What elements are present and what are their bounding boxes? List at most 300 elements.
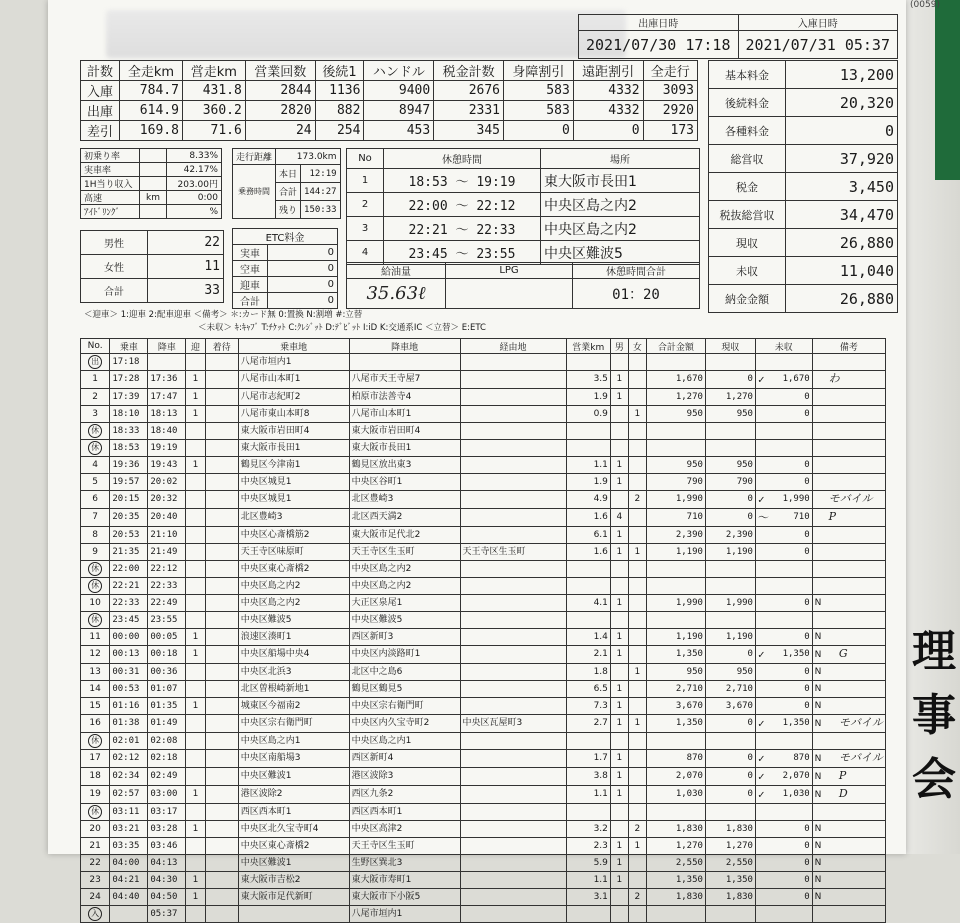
trip-wait [205,906,238,923]
fee-value: 37,920 [786,145,898,173]
trip-km [566,733,610,750]
arrival-value: 2021/07/31 05:37 [738,31,898,59]
trip-from: 中央区北久宝寺町4 [238,821,349,838]
trip-total: 2,390 [646,527,705,544]
trip-male [610,440,628,457]
unpaid-check-mark: ✓ [757,752,765,765]
trip-female [628,786,646,804]
trip-note [812,786,885,804]
trip-row [81,406,886,423]
trip-male [610,889,628,906]
trip-pickup [186,527,205,544]
handwritten-note: わ [828,372,840,385]
trip-via [460,872,566,889]
trip-badge: 休 [88,562,102,576]
trip-female: 1 [628,664,646,681]
trip-wait [205,804,238,821]
trip-ride-time: 20:35 [110,509,148,527]
sign-char: 事 [912,690,956,741]
meter-cell: 差引 [81,121,120,141]
trip-via [460,889,566,906]
fee-value: 11,040 [786,257,898,285]
meter-header: 後続1 [315,61,364,81]
trip-no: 9 [81,544,110,561]
trip-pickup: 1 [186,872,205,889]
meter-header: 税金計数 [434,61,504,81]
trip-drop-time: 00:05 [148,629,186,646]
trip-to: 西区九条2 [349,786,460,804]
fee-label: 納金金額 [709,285,786,313]
trip-from: 中央区心斎橋筋2 [238,527,349,544]
trip-note [812,750,885,768]
trip-male: 1 [610,838,628,855]
gender-label: 女性 [81,255,148,279]
trip-to: 鶴見区鶴見5 [349,681,460,698]
trip-no [81,733,110,750]
trip-male: 1 [610,715,628,733]
trip-total: 1,830 [646,889,705,906]
trip-header: 女 [628,339,646,354]
trip-km: 1.1 [566,872,610,889]
fee-value: 34,470 [786,201,898,229]
trip-to: 西区新町3 [349,629,460,646]
trip-to: 東大阪市足代北2 [349,527,460,544]
note-code: N [814,840,822,851]
trip-note [812,646,885,664]
meter-cell: 出庫 [81,101,120,121]
trip-ride-time: 18:53 [110,440,148,457]
trip-unpaid [755,354,812,371]
trip-male: 1 [610,768,628,786]
trip-note [812,527,885,544]
trip-pickup [186,509,205,527]
trip-via [460,406,566,423]
fee-value: 26,880 [786,229,898,257]
meter-cell: 2820 [245,101,315,121]
rate-value: % [167,205,222,219]
trip-header: 降車地 [349,339,460,354]
trip-header: 乗車 [110,339,148,354]
trip-note [812,578,885,595]
trip-male [610,612,628,629]
trip-total: 1,990 [646,595,705,612]
trip-pickup: 1 [186,457,205,474]
trip-to: 北区中之島6 [349,664,460,681]
handwritten-note: モバイル [835,751,883,764]
trip-pickup [186,578,205,595]
trip-wait [205,664,238,681]
trip-total [646,804,705,821]
trip-pickup [186,906,205,923]
trip-km: 3.2 [566,821,610,838]
meter-header: 全走km [120,61,183,81]
trip-pickup: 1 [186,629,205,646]
trip-header: 男 [610,339,628,354]
trip-row [81,698,886,715]
trip-via [460,855,566,872]
trip-from: 中央区船場中央4 [238,646,349,664]
trip-wait [205,855,238,872]
trip-pickup: 1 [186,371,205,389]
trip-ride-time: 02:34 [110,768,148,786]
fee-value: 3,450 [786,173,898,201]
trip-wait [205,786,238,804]
trip-km: 3.5 [566,371,610,389]
trip-total: 710 [646,509,705,527]
trip-cash: 950 [705,457,755,474]
trip-cash [705,578,755,595]
trip-wait [205,423,238,440]
trip-to: 大正区泉尾1 [349,595,460,612]
trip-note [812,681,885,698]
trip-from: 中央区島之内2 [238,578,349,595]
trip-to: 北区豊崎3 [349,491,460,509]
trip-to: 中央区内久宝寺町2 [349,715,460,733]
rate-value: 203.00円 [167,177,222,191]
meter-cell: 4332 [573,81,643,101]
trip-to: 八尾市山本町1 [349,406,460,423]
note-code: N [814,719,822,729]
trip-ride-time: 00:00 [110,629,148,646]
trip-via [460,698,566,715]
breaks-table [346,148,700,265]
trip-note [812,561,885,578]
trip-drop-time: 18:13 [148,406,186,423]
trip-no: 10 [81,595,110,612]
trip-km: 1.8 [566,664,610,681]
trip-male [610,804,628,821]
trip-total: 1,350 [646,715,705,733]
trip-from: 八尾市垣内1 [238,354,349,371]
trip-pickup [186,491,205,509]
trip-ride-time: 01:16 [110,698,148,715]
trip-male: 1 [610,389,628,406]
trip-ride-time: 02:01 [110,733,148,750]
trip-from: 鶴見区今津南1 [238,457,349,474]
trip-via [460,354,566,371]
trip-via: 中央区瓦屋町3 [460,715,566,733]
trip-total: 950 [646,406,705,423]
trip-note [812,698,885,715]
trip-ride-time: 00:13 [110,646,148,664]
trip-cash: 790 [705,474,755,491]
trip-from: 中央区東心斎橋2 [238,838,349,855]
break-row [347,169,700,193]
trip-pickup: 1 [186,646,205,664]
meter-cell: 583 [504,81,574,101]
trip-drop-time: 18:40 [148,423,186,440]
trip-badge: 休 [88,734,102,748]
trip-pickup [186,440,205,457]
trip-wait [205,768,238,786]
break-place: 東大阪市長田1 [541,169,700,193]
fee-label: 総営収 [709,145,786,173]
trip-total: 1,350 [646,872,705,889]
trip-no: 17 [81,750,110,768]
trip-unpaid [755,906,812,923]
trip-wait [205,698,238,715]
trip-from: 城東区今福南2 [238,698,349,715]
trip-male [610,664,628,681]
meter-cell: 2676 [434,81,504,101]
trip-from: 東大阪市岩田町4 [238,423,349,440]
trip-to: 天王寺区生玉町 [349,544,460,561]
gender-value: 33 [148,279,224,303]
trip-no [81,354,110,371]
rate-unit [140,163,167,177]
trip-female [628,389,646,406]
trip-male [610,423,628,440]
gender-row [81,279,224,303]
meter-cell: 345 [434,121,504,141]
trip-wait [205,646,238,664]
rate-label: ｱｲﾄﾞﾘﾝｸﾞ [81,205,140,219]
trip-drop-time: 01:49 [148,715,186,733]
trip-wait [205,389,238,406]
etc-value: 0 [268,261,338,277]
trip-via [460,733,566,750]
trip-female [628,855,646,872]
trip-pickup [186,855,205,872]
trip-total: 1,270 [646,389,705,406]
trip-unpaid [755,804,812,821]
trip-km: 5.9 [566,855,610,872]
trip-row [81,889,886,906]
trip-cash: 0 [705,646,755,664]
meter-cell: 2920 [643,101,697,121]
trip-from: 北区豊崎3 [238,509,349,527]
trip-cash [705,561,755,578]
trip-ride-time: 17:28 [110,371,148,389]
unpaid-check-mark: ✓ [757,717,765,730]
trip-female [628,423,646,440]
trip-to: 港区波除3 [349,768,460,786]
trip-cash: 2,390 [705,527,755,544]
meter-cell: 882 [315,101,364,121]
trip-wait [205,491,238,509]
trip-ride-time [110,906,148,923]
trip-drop-time: 21:49 [148,544,186,561]
trip-unpaid [755,715,812,733]
meter-cell: 431.8 [182,81,245,101]
meter-cell: 784.7 [120,81,183,101]
fee-row [709,201,898,229]
trip-from: 北区曽根崎新地1 [238,681,349,698]
trip-no: 13 [81,664,110,681]
trip-unpaid [755,457,812,474]
trip-km [566,423,610,440]
trip-ride-time: 04:40 [110,889,148,906]
gender-value: 22 [148,231,224,255]
trip-row [81,544,886,561]
datetime-table [578,14,898,59]
trip-cash: 2,710 [705,681,755,698]
trip-ride-time: 04:21 [110,872,148,889]
trip-km [566,354,610,371]
trip-female [628,527,646,544]
fee-value: 0 [786,117,898,145]
fee-row [709,173,898,201]
meter-cell: 583 [504,101,574,121]
trip-row [81,838,886,855]
trip-ride-time: 18:10 [110,406,148,423]
trip-badge: 休 [88,613,102,627]
lpg-value [446,279,573,309]
unpaid-value: 1,350 [782,649,810,659]
trip-badge: 出 [88,355,102,369]
unpaid-value: 1,350 [782,718,810,728]
trip-female [628,595,646,612]
meter-cell: 1136 [315,81,364,101]
handwritten-note: P [828,510,837,523]
corner-number: (0059) [910,0,940,10]
trip-male [610,578,628,595]
trip-female [628,804,646,821]
break-no: 1 [347,169,384,193]
trip-ride-time: 19:36 [110,457,148,474]
trip-unpaid [755,578,812,595]
trip-cash: 1,990 [705,595,755,612]
trip-female: 2 [628,821,646,838]
unpaid-value: 0 [804,459,810,470]
break-header: No [347,149,384,169]
trip-from: 八尾市山本町1 [238,371,349,389]
trip-male: 1 [610,595,628,612]
distance-row [233,149,341,165]
trip-female [628,872,646,889]
trip-row [81,821,886,838]
trip-cash: 1,830 [705,821,755,838]
trip-note [812,474,885,491]
trip-cash [705,423,755,440]
trip-to: 中央区高津2 [349,821,460,838]
trip-female: 1 [628,838,646,855]
gender-value: 11 [148,255,224,279]
meter-header: ハンドル [364,61,434,81]
meter-row [81,121,698,141]
trip-to: 東大阪市長田1 [349,440,460,457]
rate-row [81,191,222,205]
trip-female [628,681,646,698]
trip-wait [205,578,238,595]
trip-unpaid [755,681,812,698]
trip-to: 東大阪市岩田町4 [349,423,460,440]
meter-cell: 173 [643,121,697,141]
trip-cash: 1,350 [705,872,755,889]
rate-label: 高速 [81,191,140,205]
trip-drop-time: 22:33 [148,578,186,595]
trip-female [628,733,646,750]
arrival-label: 入庫日時 [738,15,898,31]
trip-row [81,561,886,578]
trip-no: 23 [81,872,110,889]
trip-cash [705,440,755,457]
trip-via [460,423,566,440]
trip-pickup [186,354,205,371]
trip-wait [205,457,238,474]
trip-female [628,646,646,664]
worktime-label: 乗務時間 [233,165,276,219]
trip-from: 港区波除2 [238,786,349,804]
trip-pickup [186,423,205,440]
trip-drop-time: 20:02 [148,474,186,491]
trip-note [812,629,885,646]
break-time: 18:53 ～ 19:19 [384,169,541,193]
trip-drop-time: 02:49 [148,768,186,786]
unpaid-value: 0 [804,823,810,834]
sign-char: 理 [912,626,956,677]
etc-value: 0 [268,293,338,309]
trip-via [460,474,566,491]
trip-male: 4 [610,509,628,527]
trip-wait [205,354,238,371]
unpaid-value: 0 [804,700,810,711]
trip-pickup [186,595,205,612]
unpaid-value: 0 [804,529,810,540]
trip-note [812,821,885,838]
trip-from [238,906,349,923]
trip-male [610,733,628,750]
trip-cash: 950 [705,664,755,681]
trip-from: 東大阪市足代新町 [238,889,349,906]
trip-male: 1 [610,646,628,664]
trip-no: 1 [81,371,110,389]
trip-wait [205,629,238,646]
trip-pickup [186,715,205,733]
trip-note [812,733,885,750]
departure-label: 出庫日時 [579,15,739,31]
unpaid-value: 0 [804,631,810,642]
unpaid-value: 0 [804,546,810,557]
trip-ride-time: 17:18 [110,354,148,371]
trip-no: 21 [81,838,110,855]
trip-no: 3 [81,406,110,423]
trip-row [81,354,886,371]
rate-unit [140,177,167,191]
trip-ride-time: 21:35 [110,544,148,561]
trip-total [646,612,705,629]
rate-value: 8.33% [167,149,222,163]
fee-label: 税抜総営収 [709,201,786,229]
break-header: 場所 [541,149,700,169]
trip-km: 2.7 [566,715,610,733]
trip-row [81,389,886,406]
trip-unpaid [755,821,812,838]
trip-cash: 1,270 [705,838,755,855]
trip-wait [205,406,238,423]
trip-drop-time: 00:36 [148,664,186,681]
trip-row [81,491,886,509]
trip-no [81,578,110,595]
break-row [347,241,700,265]
trip-male: 1 [610,750,628,768]
legend-line-1: ＜迎車＞ 1:迎車 2:配車迎車 ＜備考＞ ＊:カード無 0:置換 N:割増 #:立替 [84,310,363,320]
trip-no: 2 [81,389,110,406]
gender-label: 男性 [81,231,148,255]
trip-from: 東大阪市長田1 [238,440,349,457]
trip-wait [205,838,238,855]
trip-female [628,561,646,578]
trip-total [646,733,705,750]
trip-female: 1 [628,715,646,733]
trip-row [81,527,886,544]
trip-note [812,406,885,423]
trip-drop-time: 05:37 [148,906,186,923]
trip-note [812,440,885,457]
trip-cash: 1,830 [705,889,755,906]
trip-ride-time: 20:15 [110,491,148,509]
trip-male: 1 [610,457,628,474]
